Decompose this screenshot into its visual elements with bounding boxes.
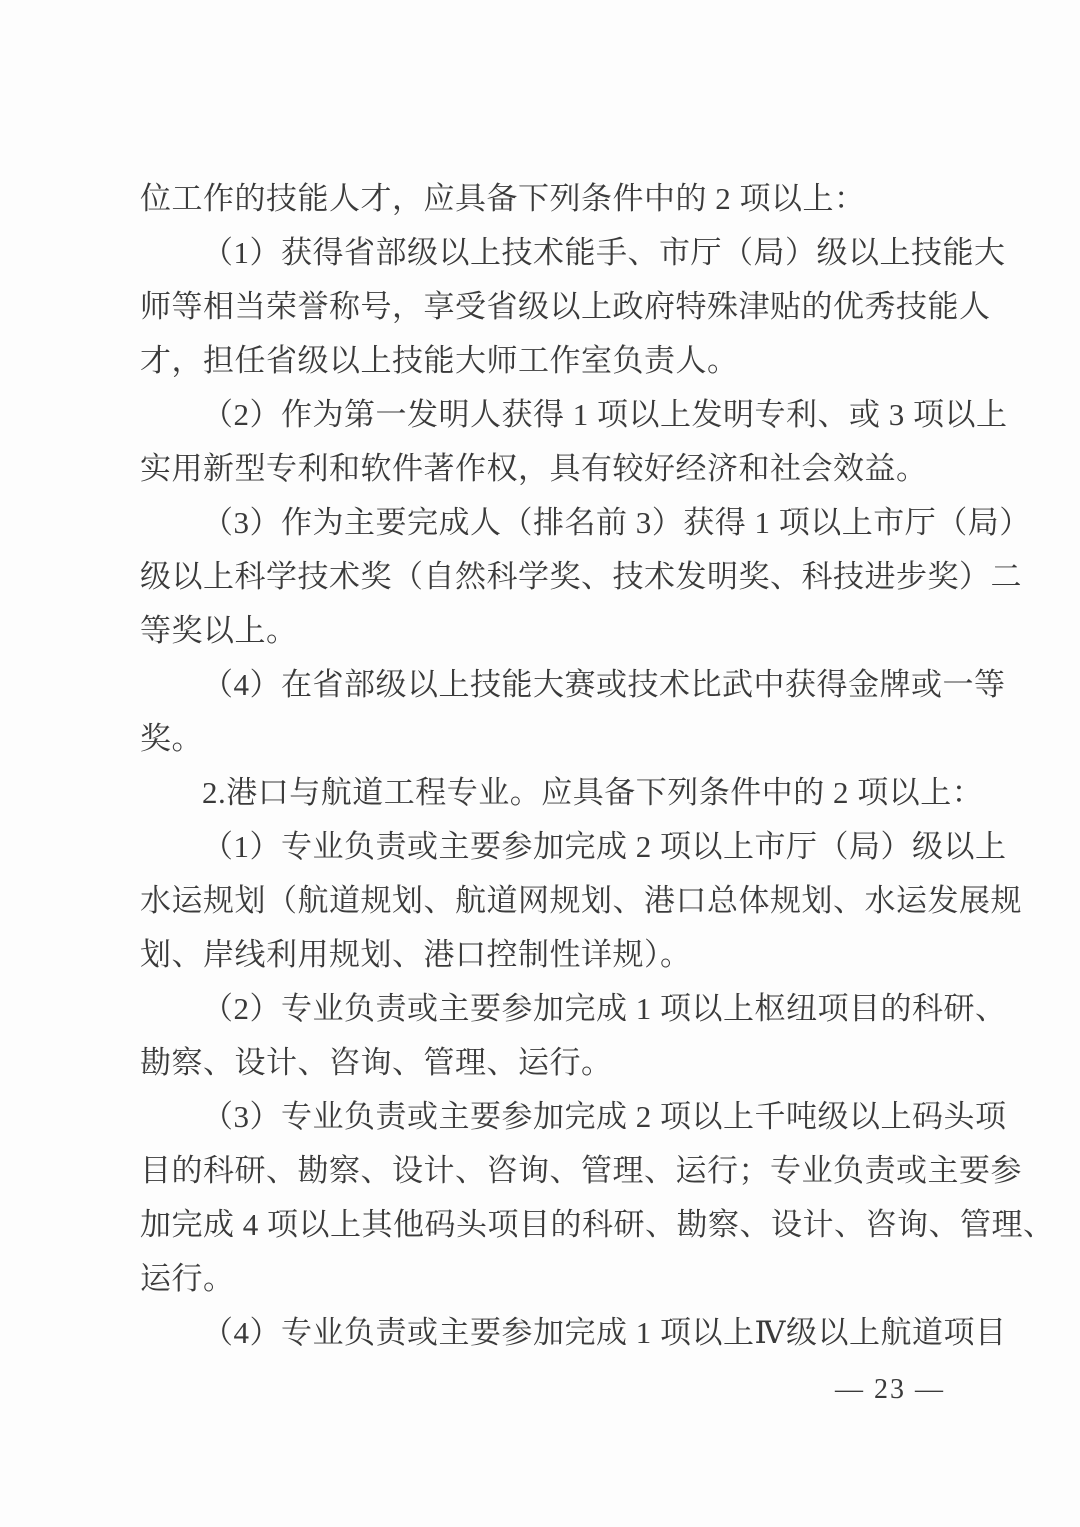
- text-line: （3）专业负责或主要参加完成 2 项以上千吨级以上码头项: [202, 1099, 1007, 1134]
- text-line: 位工作的技能人才，应具备下列条件中的 2 项以上：: [140, 181, 866, 216]
- text-line: 运行。: [140, 1261, 235, 1296]
- text-line: （3）作为主要完成人（排名前 3）获得 1 项以上市厅（局）: [202, 505, 1031, 540]
- text-line: （2）专业负责或主要参加完成 1 项以上枢纽项目的科研、: [202, 991, 1007, 1026]
- text-line: 划、岸线利用规划、港口控制性详规）。: [140, 937, 692, 972]
- text-line: 目的科研、勘察、设计、咨询、管理、运行；专业负责或主要参: [140, 1153, 1022, 1188]
- text-line: 才，担任省级以上技能大师工作室负责人。: [140, 343, 739, 378]
- text-line: 勘察、设计、咨询、管理、运行。: [140, 1045, 613, 1080]
- text-line: （1）获得省部级以上技术能手、市厅（局）级以上技能大: [202, 235, 1006, 270]
- text-line: 级以上科学技术奖（自然科学奖、技术发明奖、科技进步奖）二: [140, 559, 1022, 594]
- document-body: [140, 172, 1055, 1360]
- text-line: （4）在省部级以上技能大赛或技术比武中获得金牌或一等: [202, 667, 1006, 702]
- page-number: — 23 —: [835, 1374, 945, 1405]
- text-line: 加完成 4 项以上其他码头项目的科研、勘察、设计、咨询、管理、: [140, 1207, 1055, 1242]
- text-line: 实用新型专利和软件著作权，具有较好经济和社会效益。: [140, 451, 928, 486]
- text-line: （1）专业负责或主要参加完成 2 项以上市厅（局）级以上: [202, 829, 1007, 864]
- text-line: 水运规划（航道规划、航道网规划、港口总体规划、水运发展规: [140, 883, 1022, 918]
- text-line: 等奖以上。: [140, 613, 298, 648]
- text-line: （2）作为第一发明人获得 1 项以上发明专利、或 3 项以上: [202, 397, 1008, 432]
- text-line: 师等相当荣誉称号，享受省级以上政府特殊津贴的优秀技能人: [140, 289, 991, 324]
- text-line: （4）专业负责或主要参加完成 1 项以上Ⅳ级以上航道项目: [202, 1315, 1007, 1350]
- text-line: 2.港口与航道工程专业。应具备下列条件中的 2 项以上：: [202, 775, 984, 810]
- text-line: 奖。: [140, 721, 203, 756]
